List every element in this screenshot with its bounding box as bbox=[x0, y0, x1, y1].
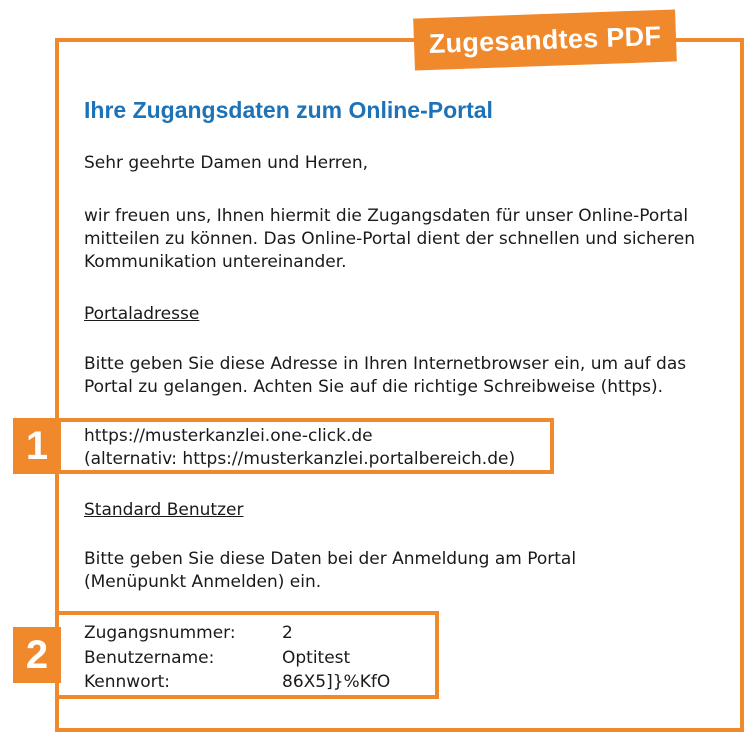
portal-instructions-line-2: Portal zu gelangen. Achten Sie auf die richtige Schreibweise (https). bbox=[84, 377, 664, 397]
credential-row-access-number bbox=[84, 622, 293, 644]
section-title-standard-user: Standard Benutzer bbox=[84, 500, 244, 520]
badge-2: 2 bbox=[13, 627, 61, 683]
credential-value: 86X5]}%KfO bbox=[282, 672, 391, 692]
credential-label: Benutzername: bbox=[84, 648, 215, 668]
greeting: Sehr geehrte Damen und Herren, bbox=[84, 153, 369, 173]
portal-url: https://musterkanzlei.one-click.de bbox=[84, 426, 373, 446]
portal-instructions-line-1: Bitte geben Sie diese Adresse in Ihren Internetbrowser ein, um auf das bbox=[84, 354, 687, 374]
login-instructions-line-1: Bitte geben Sie diese Daten bei der Anmeldung am Portal bbox=[84, 549, 577, 569]
badge-1: 1 bbox=[13, 418, 61, 474]
section-title-portal-address: Portaladresse bbox=[84, 304, 200, 324]
intro-line-1: wir freuen uns, Ihnen hiermit die Zugangsdaten für unser Online-Portal bbox=[84, 206, 689, 226]
credential-row-password bbox=[84, 671, 390, 693]
credential-label: Kennwort: bbox=[84, 672, 170, 692]
credential-label: Zugangsnummer: bbox=[84, 623, 236, 643]
login-instructions-line-2: (Menüpunkt Anmelden) ein. bbox=[84, 572, 322, 592]
document-heading: Ihre Zugangsdaten zum Online-Portal bbox=[84, 97, 493, 123]
credential-row-username bbox=[84, 647, 350, 669]
credential-value: 2 bbox=[282, 623, 293, 643]
credential-value: Optitest bbox=[282, 648, 351, 668]
intro-line-3: Kommunikation untereinander. bbox=[84, 252, 347, 272]
pdf-tag bbox=[413, 9, 677, 70]
intro-line-2: mitteilen zu können. Das Online-Portal dient der schnellen und sicheren bbox=[84, 229, 695, 249]
pdf-tag-label: Zugesandtes PDF bbox=[428, 20, 662, 59]
portal-url-alternative: (alternativ: https://musterkanzlei.portalbereich.de) bbox=[84, 449, 516, 469]
